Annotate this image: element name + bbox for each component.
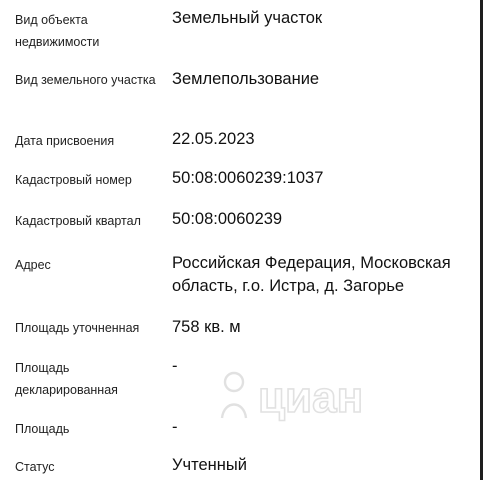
- value-area-declared: -: [172, 357, 178, 375]
- value-assignment-date: 22.05.2023: [172, 130, 255, 148]
- label-area-refined: Площадь уточненная: [15, 321, 140, 335]
- watermark-text: циан: [258, 373, 364, 422]
- label-area-declared: Площадь декларированная: [15, 361, 118, 397]
- label-area: Площадь: [15, 422, 70, 436]
- label-status: Статус: [15, 460, 55, 474]
- label-object-type: Вид объекта недвижимости: [15, 13, 100, 49]
- label-cadastral-quarter: Кадастровый квартал: [15, 214, 141, 228]
- label-address: Адрес: [15, 258, 51, 272]
- value-land-type: Землепользование: [172, 70, 320, 88]
- label-land-type: Вид земельного участка: [15, 73, 156, 87]
- value-cadastral-number: 50:08:0060239:1037: [172, 169, 324, 187]
- value-area: -: [172, 418, 178, 436]
- label-cadastral-number: Кадастровый номер: [15, 173, 132, 187]
- value-status: Учтенный: [172, 456, 247, 474]
- value-cadastral-quarter: 50:08:0060239: [172, 210, 283, 228]
- value-address: Российская Федерация, Московская область, г.о. Истра, д. Загорье: [172, 254, 451, 295]
- value-area-refined: 758 кв. м: [172, 318, 241, 336]
- label-assignment-date: Дата присвоения: [15, 134, 115, 148]
- value-object-type: Земельный участок: [172, 9, 323, 27]
